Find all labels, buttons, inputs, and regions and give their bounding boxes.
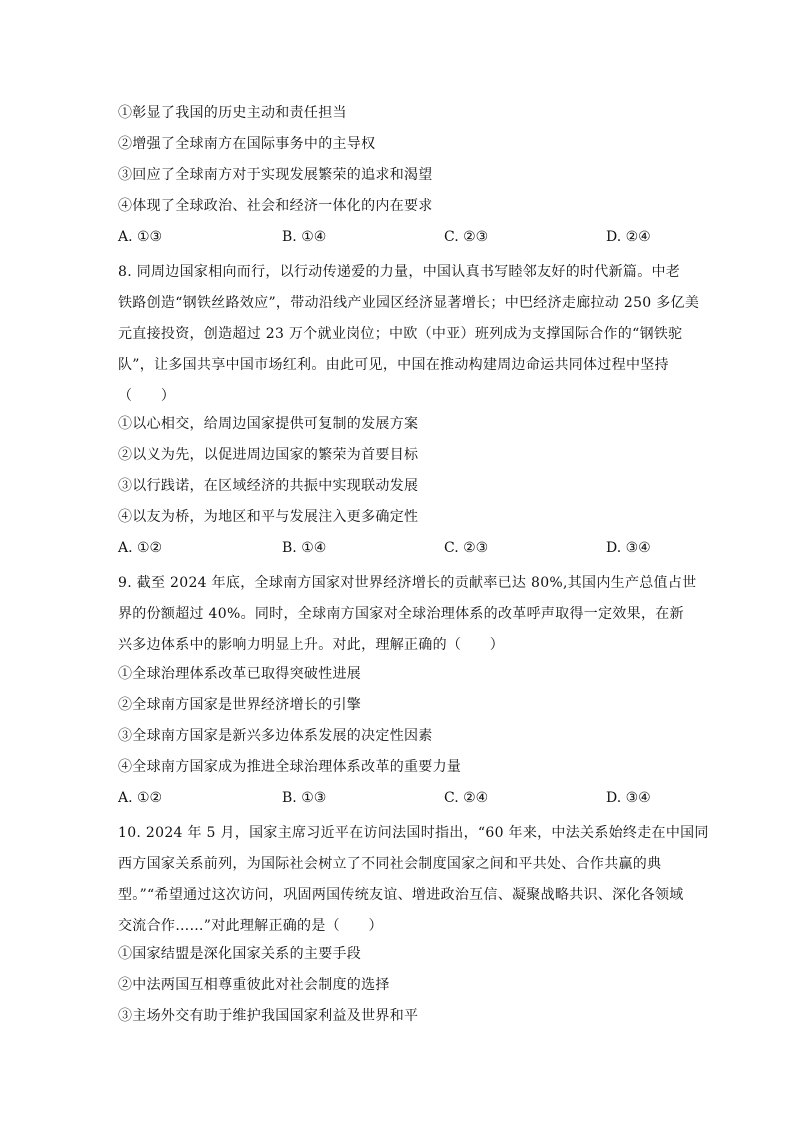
q8-option-2: ②以义为先，以促进周边国家的繁荣为首要目标	[118, 447, 419, 463]
q9-stem-line: 兴多边体系中的影响力明显上升。对此，理解正确的（ ）	[118, 637, 505, 653]
q8-choice-b: B. ①④	[282, 540, 327, 556]
q8-stem-line: 队”，让多国共享中国市场红利。由此可见，中国在推动构建周边命运共同体过程中坚持	[118, 357, 669, 373]
q8-stem-line: 8. 同周边国家相向而行，以行动传递爱的力量，中国认真书写睦邻友好的时代新篇。中老	[118, 264, 681, 280]
q7-option-2: ②增强了全球南方在国际事务中的主导权	[118, 136, 376, 152]
q7-option-3: ③回应了全球南方对于实现发展繁荣的追求和渴望	[118, 167, 433, 183]
q9-option-3: ③全球南方国家是新兴多边体系发展的决定性因素	[118, 728, 433, 744]
q8-choices	[118, 538, 678, 558]
q8-choice-c: C. ②③	[444, 540, 489, 556]
q7-choice-c: C. ②③	[444, 229, 489, 245]
q10-option-3: ③主场外交有助于维护我国国家利益及世界和平	[118, 1008, 419, 1024]
q8-choice-d: D. ③④	[606, 540, 651, 556]
q8-choice-a: A. ①②	[118, 540, 163, 556]
q8-stem-line: 铁路创造“钢铁丝路效应”，带动沿线产业园区经济显著增长；中巴经济走廊拉动 250 多亿美	[118, 295, 700, 311]
q9-choices	[118, 788, 678, 808]
q10-option-1: ①国家结盟是深化国家关系的主要手段	[118, 946, 362, 962]
q9-choice-b: B. ①③	[282, 790, 327, 806]
q10-stem-line: 西方国家关系前列，为国际社会树立了不同社会制度国家之间和平共处、合作共赢的典	[118, 856, 662, 872]
q9-choice-d: D. ③④	[606, 790, 651, 806]
q8-stem	[118, 257, 700, 412]
q8-stem-line: （ ）	[118, 388, 176, 404]
q9-option-1: ①全球治理体系改革已取得突破性进展	[118, 666, 362, 682]
q9-choice-c: C. ②④	[444, 790, 489, 806]
q7-choice-d: D. ②④	[606, 229, 651, 245]
q7-choices	[118, 227, 678, 247]
q10-stem	[118, 818, 709, 942]
q7-option-1: ①彰显了我国的历史主动和责任担当	[118, 105, 347, 121]
q9-choice-a: A. ①②	[118, 790, 163, 806]
q9-stem-line: 9. 截至 2024 年底，全球南方国家对世界经济增长的贡献率已达 80%,其国内生产总值占世	[118, 575, 697, 591]
q10-stem-line: 交流合作……”对此理解正确的是（ ）	[118, 918, 383, 934]
q9-stem	[118, 568, 697, 661]
q10-stem-line: 型。”“希望通过这次访问，巩固两国传统友谊、增进政治互信、凝聚战略共识、深化各领域	[118, 887, 684, 903]
q8-option-1: ①以心相交，给周边国家提供可复制的发展方案	[118, 416, 419, 432]
q7-option-4: ④体现了全球政治、社会和经济一体化的内在要求	[118, 198, 433, 214]
q9-option-2: ②全球南方国家是世界经济增长的引擎	[118, 697, 362, 713]
q9-option-4: ④全球南方国家成为推进全球治理体系改革的重要力量	[118, 759, 462, 775]
q9-stem-line: 界的份额超过 40%。同时，全球南方国家对全球治理体系的改革呼声取得一定效果，在新	[118, 606, 684, 622]
q8-option-3: ③以行践诺，在区域经济的共振中实现联动发展	[118, 478, 419, 494]
q10-option-2: ②中法两国互相尊重彼此对社会制度的选择	[118, 977, 390, 993]
q10-stem-line: 10. 2024 年 5 月，国家主席习近平在访问法国时指出，“60 年来，中法关系始终走在中国同	[118, 825, 709, 841]
q7-choice-a: A. ①③	[118, 229, 163, 245]
q7-choice-b: B. ①④	[282, 229, 327, 245]
q8-option-4: ④以友为桥，为地区和平与发展注入更多确定性	[118, 509, 419, 525]
q8-stem-line: 元直接投资，创造超过 23 万个就业岗位；中欧（中亚）班列成为支撑国际合作的“钢铁驼	[118, 326, 683, 342]
